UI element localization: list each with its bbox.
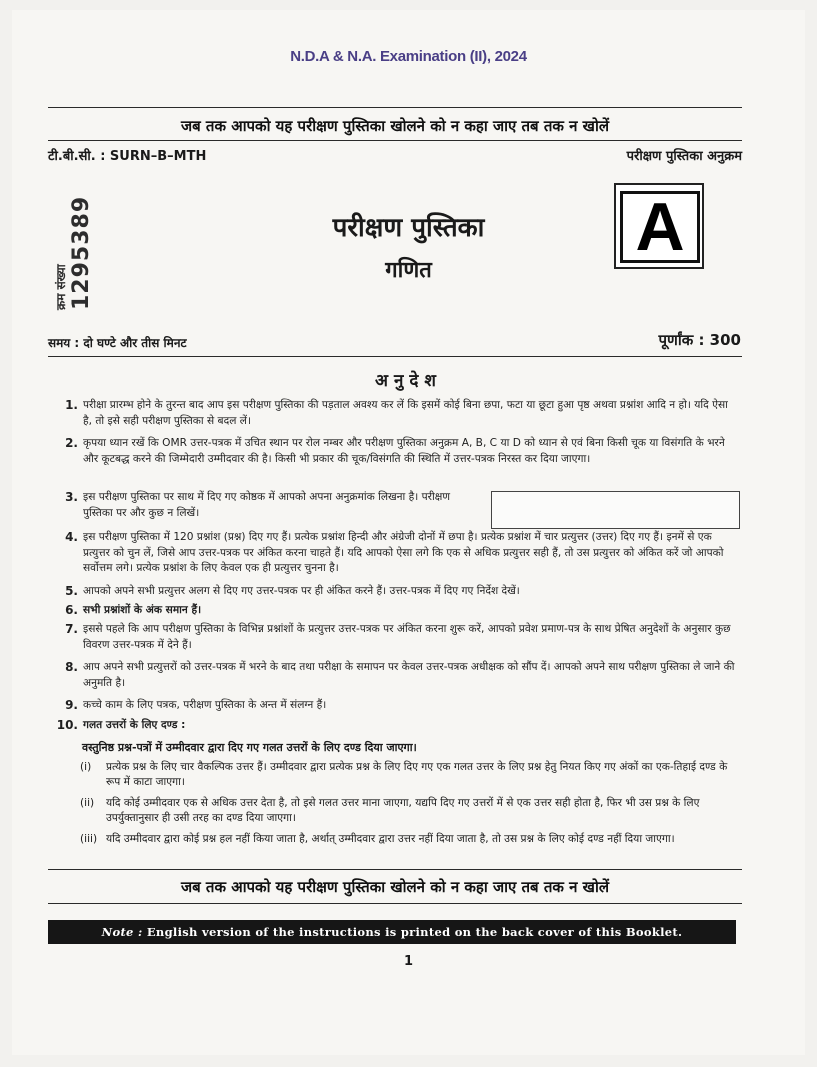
instruction-number: 9. [65,698,78,712]
penalty-item [80,832,740,847]
warning-top: जब तक आपको यह परीक्षण पुस्तिका खोलने को न कहा जाए तब तक न खोलें [180,117,610,135]
warning-rule [48,140,742,141]
instruction-text: इससे पहले कि आप परीक्षण पुस्तिका के विभिन्न प्रश्नांशों के प्रत्युत्तर उत्तर-पत्रक पर अंकित करना शुरू करें, आपको प्रवेश प्रमाण-पत्र के साथ प्रेषित अनुदेशों के अनुसार कुछ विवरण उत्तर-पत्रक में देने हैं। [83,623,731,651]
instruction-item [50,718,740,734]
booklet-version-box [614,183,704,269]
full-marks: पूर्णांक : 300 [658,331,741,349]
instruction-text: कच्चे काम के लिए पत्रक, परीक्षण पुस्तिका के अन्त में संलग्न हैं। [83,699,327,711]
instruction-item [50,603,740,619]
instruction-text: गलत उत्तरों के लिए दण्ड : [83,719,186,731]
booklet-version-letter: A [620,191,700,263]
note-label: Note : [101,925,143,939]
penalty-item [80,796,740,826]
note-text: English version of the instructions is printed on the back cover of this Booklet. [146,925,683,939]
instruction-number: 3. [65,490,78,504]
top-rule [48,107,742,108]
instruction-item [50,698,740,714]
penalty-number: (ii) [80,797,95,809]
instruction-text: आप अपने सभी प्रत्युत्तरों को उत्तर-पत्रक में भरने के बाद तथा परीक्षा के समापन पर केवल उत्तर-पत्रक अधीक्षक को सौंप दें। आपको अपने साथ परीक्षण पुस्तिका ले जाने की अनुमति है। [83,661,735,689]
penalty-number: (iii) [80,833,98,845]
penalty-text: यदि कोई उम्मीदवार एक से अधिक उत्तर देता है, तो इसे गलत उत्तर माना जाएगा, यद्यपि दिए गए उत्तरों में से एक उत्तर सही होता है, फिर भी उस प्रश्न के लिए उपर्युक्तानुसार ही उसी तरह का दण्ड दिया जाएगा। [106,797,700,824]
instruction-text: आपको अपने सभी प्रत्युत्तर अलग से दिए गए उत्तर-पत्रक पर ही अंकित करने हैं। उत्तर-पत्रक में दिए गए निर्देश देखें। [83,585,520,597]
instruction-item [50,530,740,577]
instruction-item [50,490,470,521]
serial-number: 1295389 [69,195,94,310]
instruction-text: इस परीक्षण पुस्तिका पर साथ में दिए गए कोष्ठक में आपको अपना अनुक्रमांक लिखना है। परीक्षण पुस्तिका पर और कुछ न लिखें। [83,491,451,519]
exam-title: N.D.A & N.A. Examination (II), 2024 [290,48,527,65]
instructions-heading: अनुदेश [374,371,442,391]
penalty-number: (i) [80,761,92,773]
instruction-text: कृपया ध्यान रखें कि OMR उत्तर-पत्रक में उचित स्थान पर रोल नम्बर और परीक्षण पुस्तिका अनुक्रम A, B, C या D को ध्यान से एवं बिना किसी चूक या विसंगति के भरने और कूटबद्ध करने की जिम्मेदारी उम्मीदवार की है। किसी भी प्रकार की चूक/विसंगति की स्थिति में उत्तर-पत्रक निरस्त कर दिया जाएगा। [83,437,725,465]
instruction-item [50,436,740,467]
exam-duration: समय : दो घण्टे और तीस मिनट [48,336,187,350]
instruction-text: इस परीक्षण पुस्तिका में 120 प्रश्नांश (प्रश्न) दिए गए हैं। प्रत्येक प्रश्नांश हिन्दी और अंग्रेजी दोनों में छपा है। प्रत्येक प्रश्नांश में चार प्रत्युत्तर (उत्तर) दिए गए हैं। इनमें से एक प्रत्युत्तर को चुन लें, जिसे आप उत्तर-पत्रक पर अंकित करना चाहते हैं। यदि आपको ऐसा लगे कि एक से अधिक प्रत्युत्तर सही हैं, तो उस प्रत्युत्तर को अंकित करें जो आपको सर्वोत्तम लगे। प्रत्येक प्रश्नांश के लिए केवल एक ही प्रत्युत्तर चुनना है। [83,531,724,574]
penalty-item [80,760,740,790]
instruction-number: 10. [56,718,78,732]
subject-title: गणित [385,258,432,283]
warning-bottom: जब तक आपको यह परीक्षण पुस्तिका खोलने को न कहा जाए तब तक न खोलें [180,878,610,896]
instruction-number: 2. [65,436,78,450]
instruction-item [50,398,740,429]
bottom-warning-rule [48,903,742,904]
penalty-text: यदि उम्मीदवार द्वारा कोई प्रश्न हल नहीं किया जाता है, अर्थात् उम्मीदवार द्वारा उत्तर नहीं दिया जाता है, तो उस प्रश्न के लिए कोई दण्ड नहीं दिया जाएगा। [106,833,675,845]
instruction-text: परीक्षा प्रारम्भ होने के तुरन्त बाद आप इस परीक्षण पुस्तिका की पड़ताल अवश्य कर लें कि इसमें कोई बिना छपा, फटा या छूटा हुआ पृष्ठ अथवा प्रश्नांश आदि न हो। यदि ऐसा है, तो इसे सही परीक्षण पुस्तिका से बदल लें। [83,399,728,427]
instruction-number: 8. [65,660,78,674]
instruction-text: सभी प्रश्नांशों के अंक समान हैं। [83,604,202,616]
serial-label: क्रम संख्या [54,264,68,310]
instruction-item [50,660,740,691]
instruction-number: 4. [65,530,78,544]
instruction-number: 7. [65,622,78,636]
instruction-number: 6. [65,603,78,617]
note-bar [48,920,736,944]
header-bottom-rule [48,356,742,357]
instruction-item [50,622,740,653]
series-code: टी.बी.सी. : SURN–B–MTH [48,149,207,164]
penalty-text: प्रत्येक प्रश्न के लिए चार वैकल्पिक उत्तर हैं। उम्मीदवार द्वारा प्रत्येक प्रश्न के लिए दिए गए एक गलत उत्तर के लिए प्रश्न हेतु नियत किए गए अंकों का एक-तिहाई दण्ड के रूप में काटा जाएगा। [106,761,728,788]
penalty-intro: वस्तुनिष्ठ प्रश्न-पत्रों में उम्मीदवार द्वारा दिए गए गलत उत्तरों के लिए दण्ड दिया जाएगा। [82,741,417,754]
page-number: 1 [403,954,414,969]
instruction-item [50,584,740,600]
booklet-sequence-label: परीक्षण पुस्तिका अनुक्रम [626,149,742,164]
booklet-title: परीक्षण पुस्तिका [332,213,485,243]
instruction-number: 1. [65,398,78,412]
instruction-number: 5. [65,584,78,598]
bottom-warning-rule-top [48,869,742,870]
roll-number-box[interactable] [491,491,740,529]
